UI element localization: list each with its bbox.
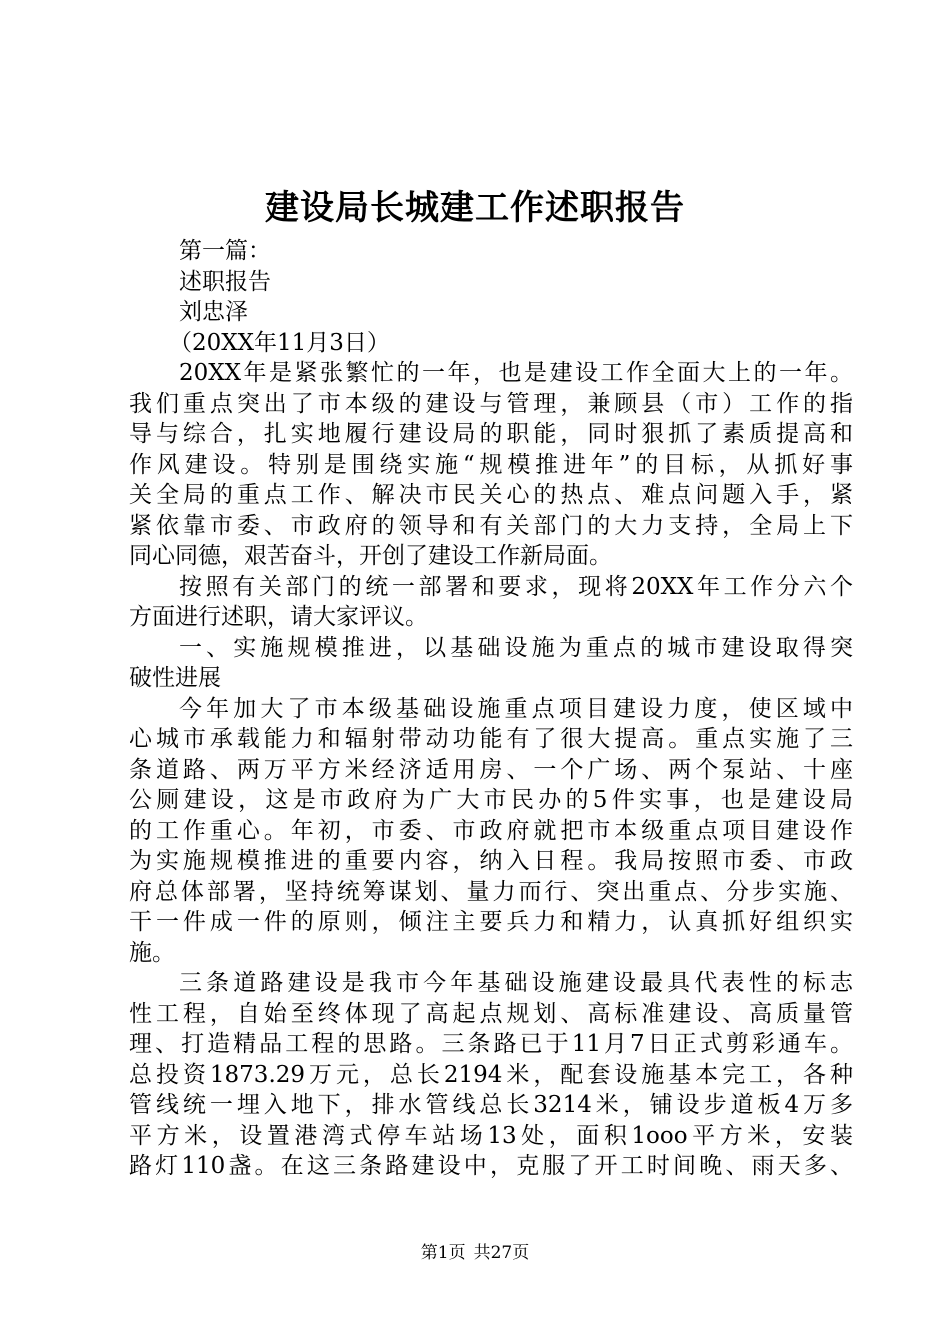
paragraph-line: 公厕建设，这是市政府为广大市民办的5件实事，也是建设局 [129,787,853,813]
paragraph-line: 心城市承载能力和辐射带动功能有了很大提高。重点实施了三 [129,726,853,752]
paragraph-line: 条道路、两万平方米经济适用房、一个广场、两个泵站、十座 [129,756,853,783]
page-footer [0,1242,950,1264]
section-heading-line: 一、实施规模推进，以基础设施为重点的城市建设取得突 [179,634,853,661]
paragraph-line: 平方米，设置港湾式停车站场13处，面积1ooo平方米，安装 [129,1122,853,1149]
paragraph-line: 管线统一埋入地下，排水管线总长3214米，铺设步道板4万多 [129,1092,853,1118]
paragraph-line: 今年加大了市本级基础设施重点项目建设力度，使区域中 [179,695,853,722]
paragraph-line: 紧依靠市委、市政府的领导和有关部门的大力支持，全局上下 [129,512,853,539]
paragraph-line: 总投资1873.29万元，总长2194米，配套设施基本完工，各种 [129,1061,853,1088]
paragraph-line: 的工作重心。年初，市委、市政府就把市本级重点项目建设作 [129,817,853,844]
paragraph-line: 为实施规模推进的重要内容，纳入日程。我局按照市委、市政 [129,848,853,874]
paragraph-line: 施。 [129,939,175,966]
paragraph-line: 府总体部署，坚持统筹谋划、量力而行、突出重点、分步实施、 [129,878,853,905]
paragraph-line: 三条道路建设是我市今年基础设施建设最具代表性的标志 [179,970,853,996]
document-title: 建设局长城建工作述职报告 [265,188,685,228]
page-total: 共27页 [473,1243,530,1263]
paragraph-line: 性工程，自始至终体现了高起点规划、高标准建设、高质量管 [129,1000,853,1027]
report-date: （20XX年11月3日） [169,329,390,356]
paragraph-line: 理、打造精品工程的思路。三条路已于11月7日正式剪彩通车。 [129,1031,853,1057]
paragraph-line: 导与综合，扎实地履行建设局的职能，同时狠抓了素质提高和 [129,421,853,447]
section-heading: 第一篇： [179,238,271,264]
paragraph-line: 路灯110盏。在这三条路建设中，克服了开工时间晚、雨天多、 [129,1153,853,1179]
paragraph-line: 按照有关部门的统一部署和要求，现将20XX年工作分六个 [179,573,853,600]
paragraph-line: 作风建设。特别是围绕实施“规模推进年”的目标，从抓好事 [129,451,853,478]
paragraph-line: 我们重点突出了市本级的建设与管理，兼顾县（市）工作的指 [129,390,853,417]
report-subtitle: 述职报告 [179,268,271,295]
paragraph-line: 方面进行述职，请大家评议。 [129,604,428,630]
paragraph-line: 同心同德，艰苦奋斗，开创了建设工作新局面。 [129,543,612,569]
paragraph-line: 关全局的重点工作、解决市民关心的热点、难点问题入手，紧 [129,482,853,508]
author-name: 刘忠泽 [179,299,248,325]
paragraph-line: 20XX年是紧张繁忙的一年，也是建设工作全面大上的一年。 [179,360,853,386]
document-body [129,236,853,1182]
paragraph-line: 干一件成一件的原则，倾注主要兵力和精力，认真抓好组织实 [129,909,853,935]
page-number: 第1页 [420,1243,466,1263]
section-heading-line: 破性进展 [129,665,221,691]
